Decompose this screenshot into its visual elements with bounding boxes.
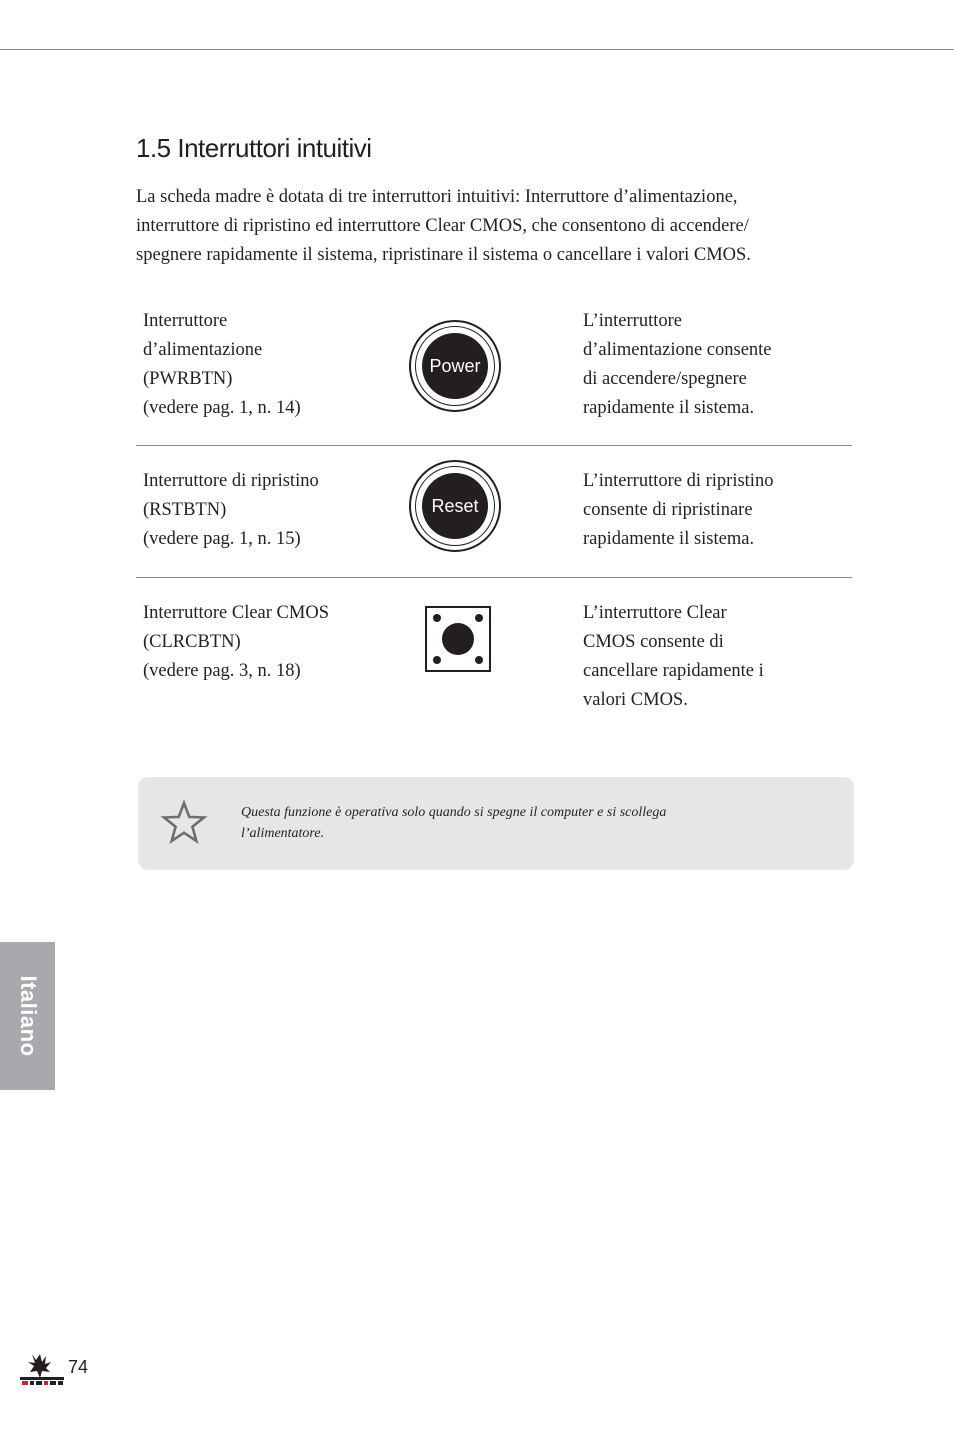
power-switch-name-line: (vedere pag. 1, n. 14): [143, 398, 301, 418]
switch-pin-dot: [475, 656, 483, 664]
power-switch-description-line: d’alimentazione consente: [583, 340, 772, 360]
switch-knob: [442, 623, 474, 655]
clear-cmos-switch-description: [583, 599, 764, 715]
language-tab-label: Italiano: [15, 975, 41, 1057]
clear-cmos-switch-name-line: (vedere pag. 3, n. 18): [143, 661, 301, 681]
page-number: 74: [68, 1357, 89, 1377]
note-text: [241, 802, 801, 844]
reset-switch-description-line: consente di ripristinare: [583, 500, 753, 520]
power-switch-name-line: d’alimentazione: [143, 340, 263, 360]
power-switch-name: [143, 307, 301, 423]
reset-switch-name: [143, 467, 319, 554]
intro-paragraph: [136, 183, 826, 270]
language-tab: [0, 942, 55, 1090]
note-line: l’alimentatore.: [241, 826, 325, 841]
reset-button-label: Reset: [422, 473, 488, 539]
row-divider: [136, 577, 852, 578]
power-switch-description-line: di accendere/spegnere: [583, 369, 747, 389]
clear-cmos-switch-name-line: (CLRCBTN): [143, 632, 241, 652]
note-box: [138, 777, 854, 870]
header-rule: [0, 49, 954, 50]
clear-cmos-switch-name: [143, 599, 329, 686]
star-icon: [160, 799, 208, 847]
reset-switch-description-line: L’interruttore di ripristino: [583, 471, 774, 491]
intro-line: spegnere rapidamente il sistema, ripristinare il sistema o cancellare i valori CMOS.: [136, 245, 751, 265]
note-line: Questa funzione è operativa solo quando si spegne il computer e si scollega: [241, 805, 667, 820]
reset-switch-name-line: (RSTBTN): [143, 500, 227, 520]
intro-line: La scheda madre è dotata di tre interruttori intuitivi: Interruttore d’alimentazione,: [136, 187, 738, 207]
power-button-icon: [409, 320, 501, 412]
reset-switch-description: [583, 467, 773, 554]
reset-button-icon: [409, 460, 501, 552]
switch-pin-dot: [475, 614, 483, 622]
row-divider: [136, 445, 852, 446]
switch-pin-dot: [433, 614, 441, 622]
section-title: 1.5 Interruttori intuitivi: [136, 133, 372, 163]
clear-cmos-switch-icon: [425, 606, 491, 672]
brand-logo-icon: [18, 1350, 66, 1388]
power-switch-description-line: L’interruttore: [583, 311, 682, 331]
intro-line: interruttore di ripristino ed interruttore Clear CMOS, che consentono di accendere/: [136, 216, 749, 236]
power-switch-name-line: (PWRBTN): [143, 369, 233, 389]
clear-cmos-switch-description-line: CMOS consente di: [583, 632, 724, 652]
reset-switch-name-line: (vedere pag. 1, n. 15): [143, 529, 301, 549]
switch-pin-dot: [433, 656, 441, 664]
clear-cmos-switch-description-line: valori CMOS.: [583, 690, 688, 710]
reset-switch-description-line: rapidamente il sistema.: [583, 529, 755, 549]
reset-switch-name-line: Interruttore di ripristino: [143, 471, 319, 491]
power-switch-description-line: rapidamente il sistema.: [583, 398, 755, 418]
clear-cmos-switch-name-line: Interruttore Clear CMOS: [143, 603, 329, 623]
power-switch-name-line: Interruttore: [143, 311, 228, 331]
clear-cmos-switch-description-line: L’interruttore Clear: [583, 603, 727, 623]
power-switch-description: [583, 307, 772, 423]
power-button-label: Power: [422, 333, 488, 399]
clear-cmos-switch-description-line: cancellare rapidamente i: [583, 661, 764, 681]
